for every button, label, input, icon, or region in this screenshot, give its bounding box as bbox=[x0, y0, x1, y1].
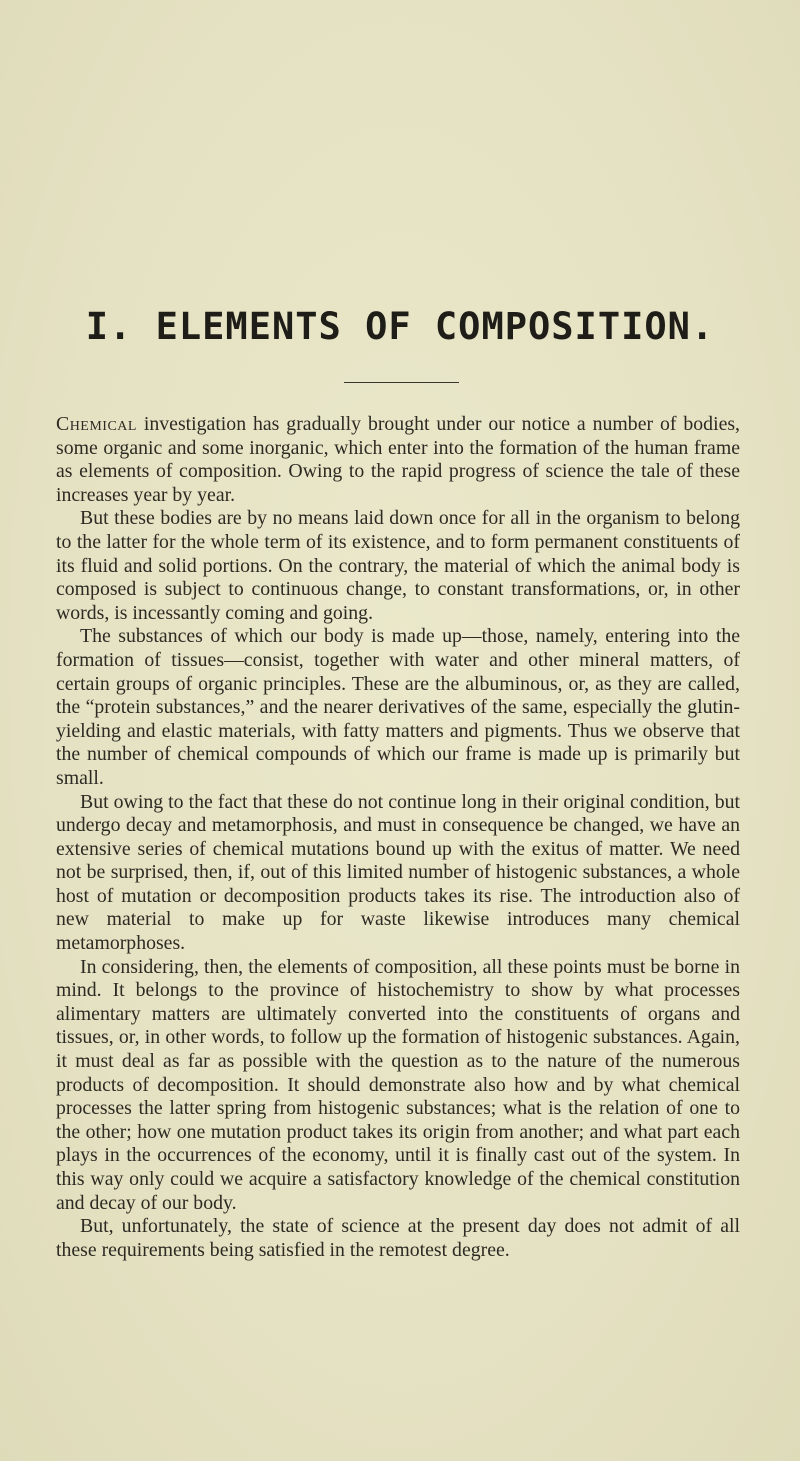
paragraph-3: The substances of which our body is made up—those, namely, entering into the formation of tissues—consist, together with water and other mineral matters, of certain groups of organic principles. These are the albuminous, or, as they are called, the “protein substances,” and the nearer derivatives of the same, especially the glutin-yielding and elastic materials, with fatty matters and pigments. Thus we observe that the number of chemical compounds of which our frame is made up is primarily but small. bbox=[56, 625, 740, 789]
paragraph-2: But these bodies are by no means laid down once for all in the organism to belong to the latter for the whole term of its existence, and to form permanent constituents of its fluid and solid portions. On the contrary, the material of which the animal body is composed is subject to continuous change, to constant transformations, or, in other words, is incessantly coming and going. bbox=[56, 507, 740, 624]
paragraph-5: In considering, then, the elements of composition, all these points must be borne in mind. It belongs to the province of histochemistry to show by what processes alimentary matters are ultimately converted into the constituents of organs and tissues, or, in other words, to follow up the formation of histogenic substances. Again, it must deal as far as possible with the question as to the nature of the numerous products of decomposition. It should demonstrate also how and by what chemical processes the latter spring from histogenic substances; what is the relation of one to the other; how one mutation product takes its origin from another; and what part each plays in the occurrences of the economy, until it is finally cast out of the system. In this way only could we acquire a satisfactory knowledge of the chemical constitution and decay of our body. bbox=[56, 955, 740, 1214]
chapter-title: I. ELEMENTS OF COMPOSITION. bbox=[85, 305, 715, 348]
body-text bbox=[56, 413, 740, 1262]
paragraph-4: But owing to the fact that these do not continue long in their original condition, but undergo decay and metamorphosis, and must in consequence be changed, we have an extensive series of chemical mutations bound up with the exitus of matter. We need not be surprised, then, if, out of this limited number of histogenic substances, a whole host of mutation or decomposition products takes its rise. The introduction also of new material to make up for waste likewise introduces many chemical metamorphoses. bbox=[56, 790, 740, 955]
paragraph-6: But, unfortunately, the state of science at the present day does not admit of all these requirements being satisfied in the remotest degree. bbox=[56, 1215, 740, 1261]
paragraph-1-text: investigation has gradually brought under our notice a number of bodies, some organic and some inorganic, which enter into the formation of the human frame as elements of composition. Owing to the rapid progress of science the tale of these increases year by year. bbox=[56, 413, 740, 506]
paragraph-1 bbox=[56, 413, 740, 507]
title-rule bbox=[344, 382, 459, 383]
paragraph-lead-word: Chemical bbox=[56, 413, 137, 435]
